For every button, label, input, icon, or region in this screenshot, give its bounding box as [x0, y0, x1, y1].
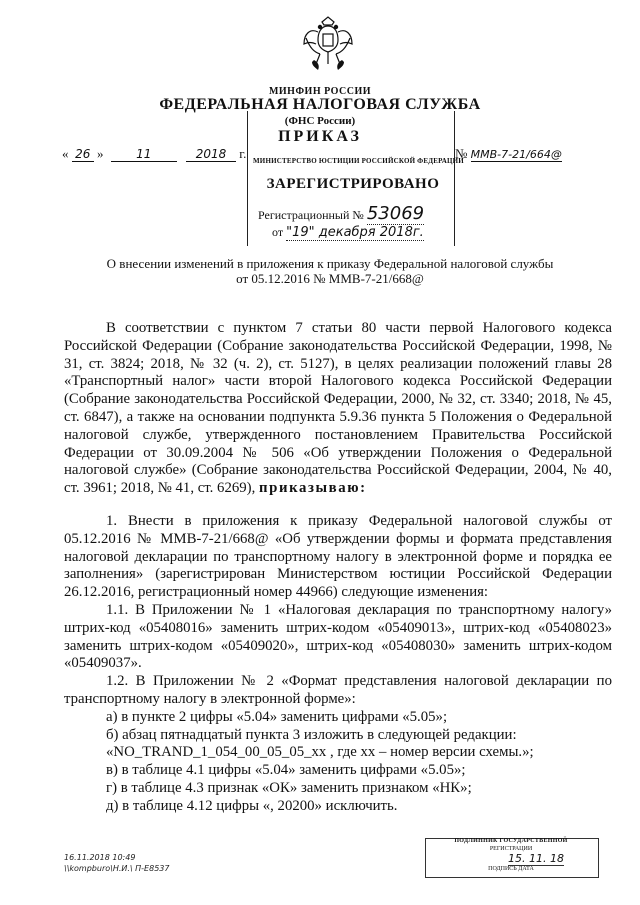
stamp-date-label: от — [272, 225, 284, 239]
order-number — [455, 146, 562, 162]
subitem-a: а) в пункте 2 цифры «5.04» заменить цифрами «5.05»; — [106, 708, 448, 725]
signature-stamp-caption: ПОДПИСЬ ДАТА — [488, 866, 534, 872]
order-day: 26 — [72, 147, 94, 162]
preamble-command: приказываю: — [258, 480, 367, 497]
date-close-quote: » — [97, 146, 104, 161]
order-number-value: ММВ-7-21/664@ — [470, 148, 562, 161]
item-1-1: 1.1. В Приложении № 1 «Налоговая декларация по транспортному налогу» штрих-код «05408016» заменить штрих-кодом «05409013», штрих-код «05408023» заменить штрих-кодом «05409020», штрих-код «05408030» заменить штрих-кодом «05409037». — [64, 601, 612, 672]
preamble-text: В соответствии с пунктом 7 статьи 80 части первой Налогового кодекса Российской Федерации (Собрание законодательства Российской Федерации, 1998, № 31, ст. 3824; 2018, № 32 (ч. 2), ст. 5127), в целях реализации положений главы 28 «Транспортный налог» части второй Налогового кодекса Российской Федерации (Собрание законодательства Российской Федерации, 2000, № 32, ст. 3340; 2018, № 45, ст. 6847), а также на основании подпункта 5.9.36 пункта 5 Положения о Федеральной налоговой службе, утвержденного постановлением Правительства Российской Федерации от 30.09.2004 № 506 «Об утверждении Положения о Федеральной налоговой службе» (Собрание законодательства Российской Федерации, 2004, № 40, ст. 3961; 2018, № 41, ст. 6269), — [64, 320, 612, 497]
order-year: 2018 — [186, 147, 236, 162]
emblem-icon — [302, 14, 354, 72]
subitem-d: д) в таблице 4.12 цифры «, 20200» исключить. — [106, 797, 398, 814]
order-number-prefix: № — [455, 146, 468, 161]
file-footer — [64, 852, 169, 874]
order-items — [64, 513, 612, 816]
ministry-name: МИНФИН РОССИИ — [268, 86, 372, 97]
signature-stamp-title: ПОДЛИННИК ГОСУДАРСТВЕННОЙ — [454, 838, 568, 844]
service-name: ФЕДЕРАЛЬНАЯ НАЛОГОВАЯ СЛУЖБА — [159, 96, 481, 113]
order-year-suffix: г. — [239, 146, 247, 161]
signature-stamp-subtitle: РЕГИСТРАЦИИ — [489, 846, 533, 852]
footer-timestamp: 16.11.2018 10:49 — [64, 853, 136, 862]
item-1-2: 1.2. В Приложении № 2 «Формат представления налоговой декларации по транспортному налогу в электронной форме»: — [64, 673, 612, 707]
subitem-b-quote: «NO_TRAND_1_054_00_05_05_xx , где xx – номер версии схемы.»; — [106, 744, 534, 761]
date-open-quote: « — [62, 146, 69, 161]
subitem-v: в) в таблице 4.1 цифры «5.04» заменить цифрами «5.05»; — [106, 762, 466, 779]
footer-filepath: \\kompburo\Н.И.\ П-Е8537 — [64, 864, 170, 873]
subitem-b: б) абзац пятнадцатый пункта 3 изложить в следующей редакции: — [106, 726, 517, 743]
subject-line-2: от 05.12.2016 № ММВ-7-21/668@ — [236, 271, 424, 286]
item-1: 1. Внести в приложения к приказу Федеральной налоговой службы от 05.12.2016 № ММВ-7-21/668@ «Об утверждении формы и формата представления налоговой декларации по транспортному налогу в электронной форме и порядка ее заполнения» (зарегистрирован Министерством юстиции Российской Федерации 26.12.2016, регистрационный номер 44966) следующие изменения: — [64, 513, 612, 601]
subject-line-1: О внесении изменений в приложения к приказу Федеральной налоговой службы — [106, 256, 554, 271]
stamp-number-label: Регистрационный № — [258, 208, 364, 222]
order-date — [62, 146, 246, 162]
signature-stamp-date: 15. 11. 18 — [508, 852, 564, 865]
stamp-registered-label: ЗАРЕГИСТРИРОВАНО — [266, 176, 440, 192]
service-short-name: (ФНС России) — [284, 115, 356, 127]
stamp-number-value: 53069 — [366, 203, 425, 224]
stamp-ministry-name: МИНИСТЕРСТВО ЮСТИЦИИ РОССИЙСКОЙ ФЕДЕРАЦИИ — [253, 157, 464, 165]
order-month: 11 — [111, 147, 177, 162]
stamp-registration-number — [258, 203, 424, 224]
subitem-g: г) в таблице 4.3 признак «ОК» заменить признаком «НК»; — [106, 779, 472, 796]
order-title: ПРИКАЗ — [278, 128, 362, 145]
stamp-date-value: "19" декабря 2018г. — [286, 225, 424, 240]
stamp-registration-date — [272, 225, 424, 240]
order-subject — [100, 256, 560, 286]
preamble-paragraph — [64, 320, 612, 498]
